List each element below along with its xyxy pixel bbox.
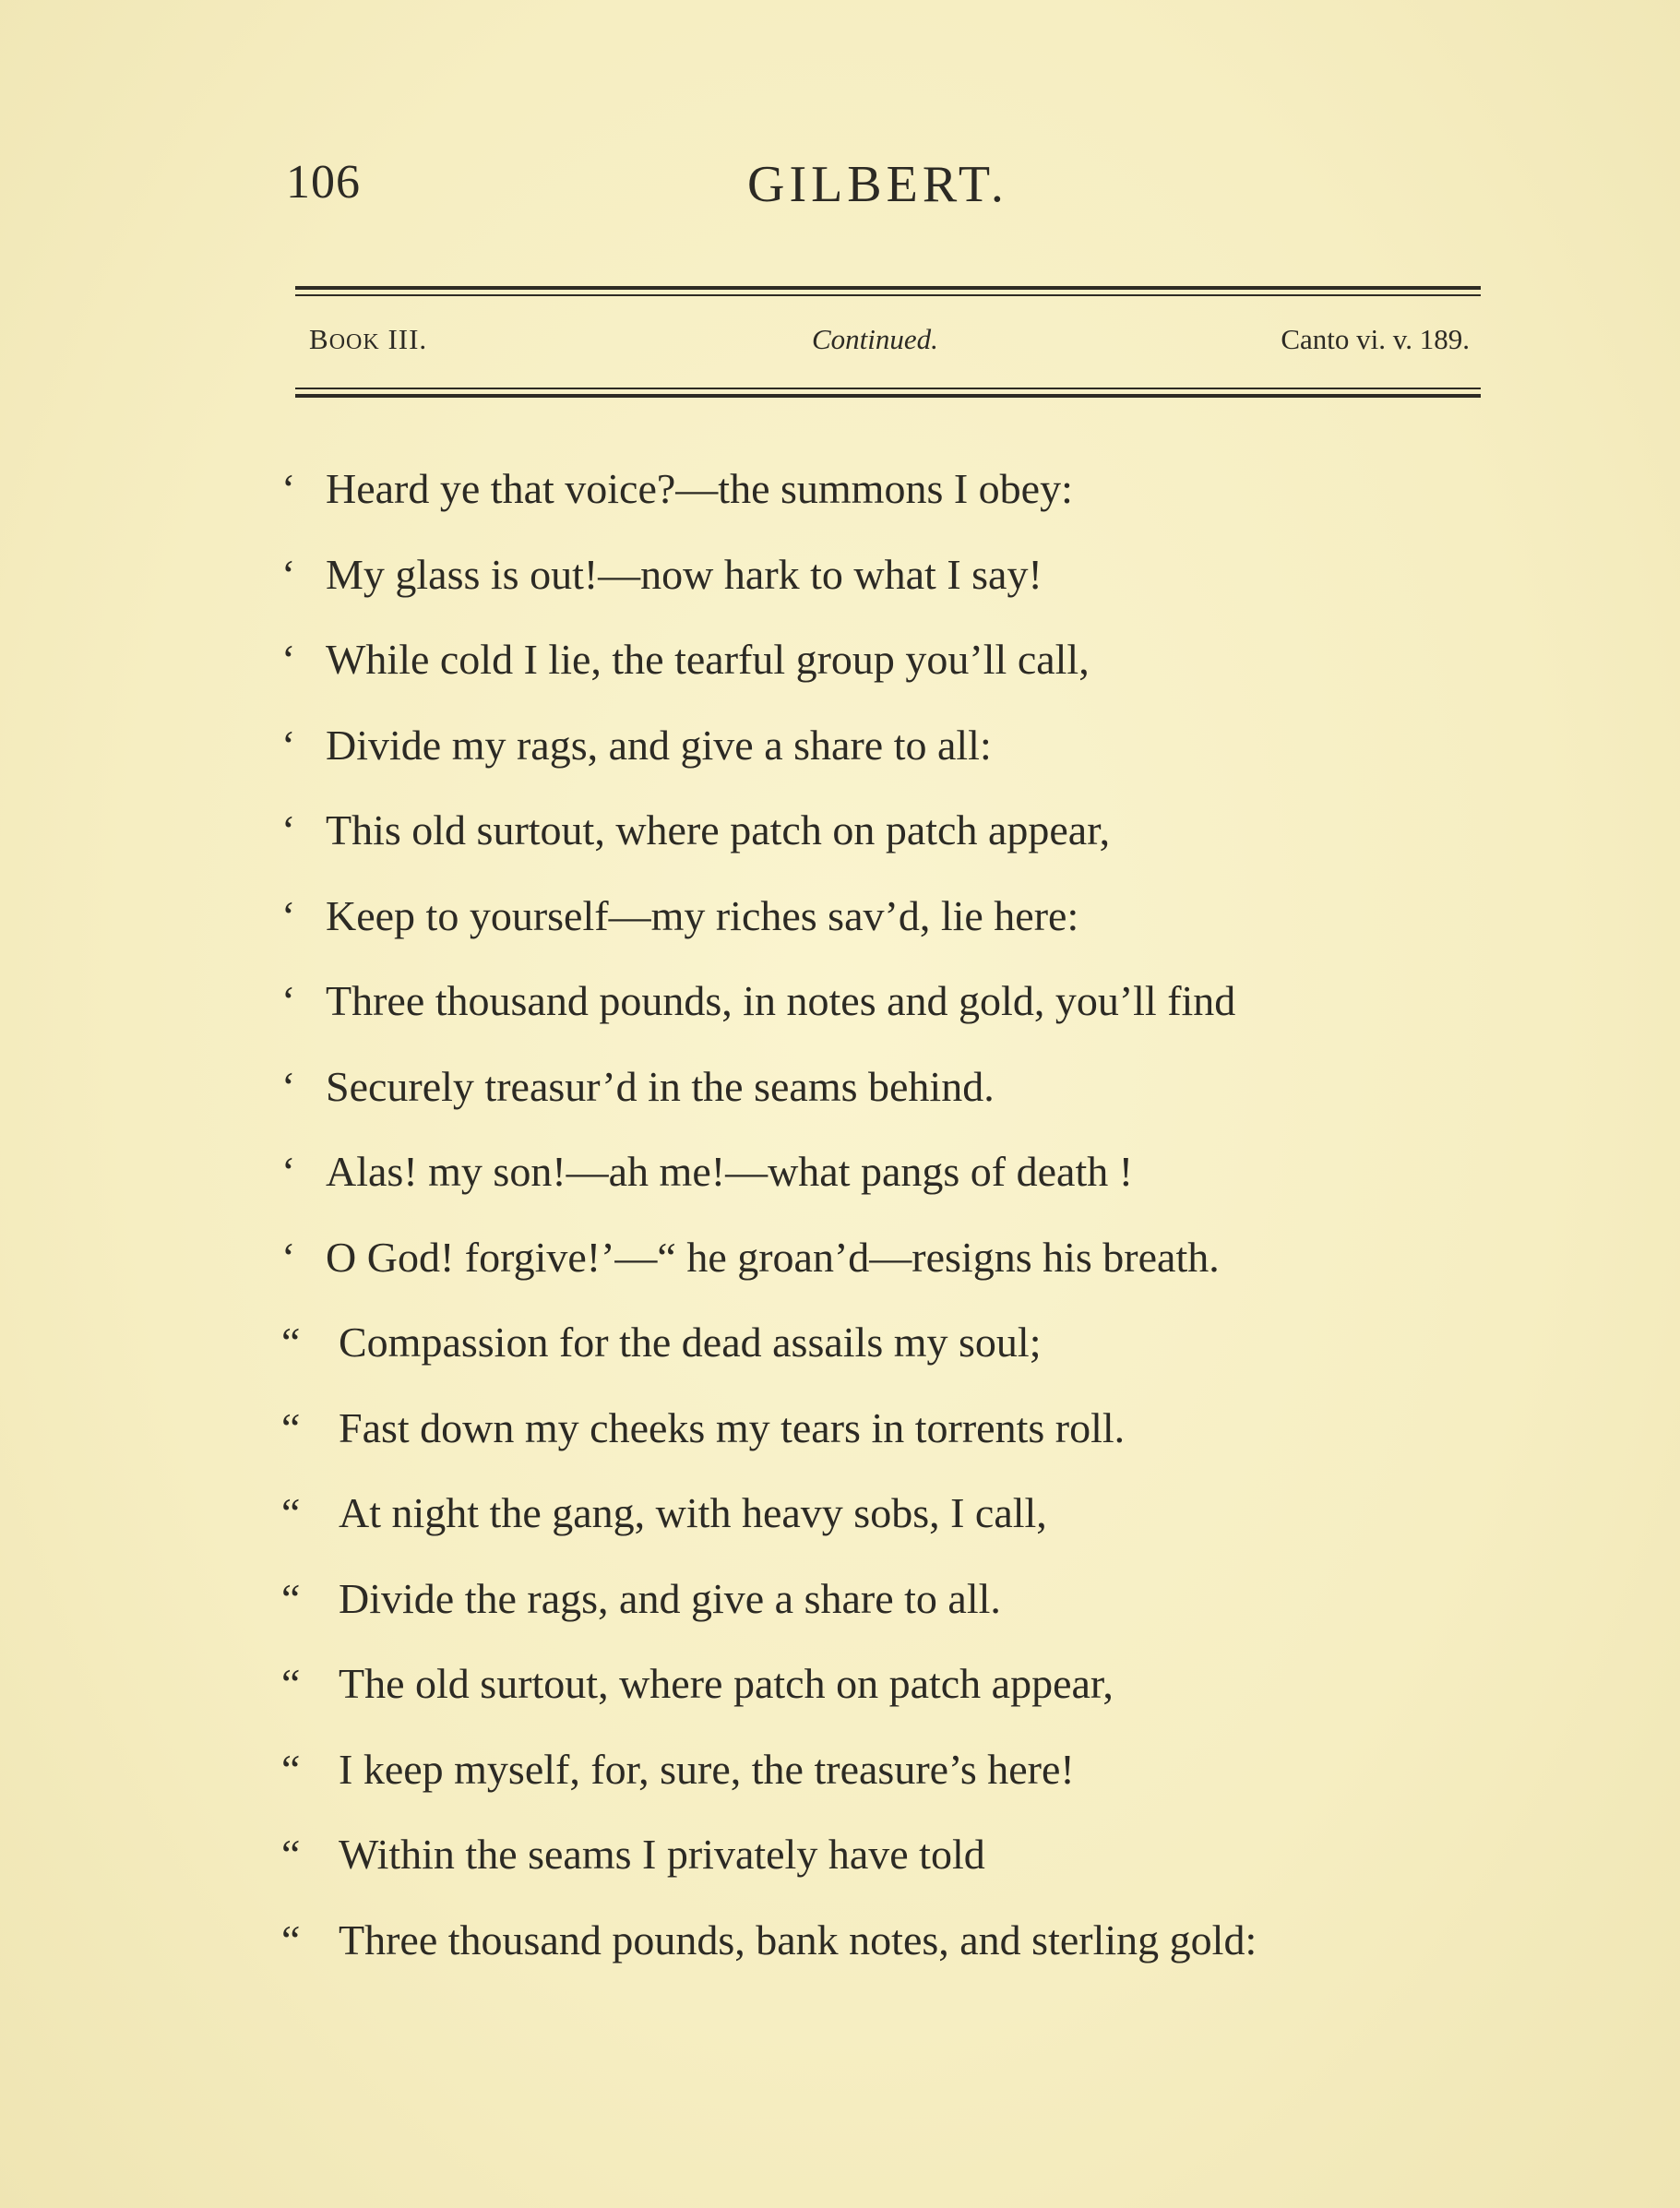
verse-quote-mark: ‘ [281,465,296,512]
verse-line [281,1144,1527,1230]
verse-text: O God! forgive!’—“ he groan’d—resigns his breath. [326,1233,1220,1281]
verse-line [281,1913,1527,1999]
verse-quote-mark: “ [281,1489,301,1536]
verse-line [281,547,1527,633]
verse-text: Securely treasur’d in the seams behind. [326,1062,995,1110]
verse-line [281,1571,1527,1657]
verse-quote-mark: ‘ [281,550,296,598]
verse-quote-mark: ‘ [281,806,296,853]
book-label-number: III. [379,323,428,355]
verse-line [281,1486,1527,1571]
verse-text: Divide my rags, and give a share to all: [326,721,992,769]
verse-quote-mark: “ [281,1831,301,1878]
rule-thin [295,388,1481,389]
verse-quote-mark: ‘ [281,721,296,769]
verse-quote-mark: “ [281,1574,301,1622]
section-heading [295,323,1481,369]
verse-text: Fast down my cheeks my tears in torrents roll. [339,1403,1126,1451]
verse-text: I keep myself, for, sure, the treasure’s here! [339,1745,1075,1793]
verse-quote-mark: “ [281,1319,301,1366]
verse-line [281,973,1527,1059]
verse-line [281,1742,1527,1828]
verse-quote-mark: “ [281,1916,301,1963]
verse-line [281,1827,1527,1913]
verse-text: Compassion for the dead assails my soul; [339,1319,1042,1366]
rule-thin [295,294,1481,296]
canto-reference: Canto vi. v. 189. [1281,323,1470,355]
book-label [309,323,427,356]
continued-label: Continued. [812,323,938,355]
verse-text: Within the seams I privately have told [339,1831,985,1878]
verse-line [281,1656,1527,1742]
verse-quote-mark: “ [281,1403,301,1451]
verse-text: The old surtout, where patch on patch appear, [339,1660,1114,1707]
rule-thick [295,394,1481,398]
verse-text: While cold I lie, the tearful group you’ll call, [326,636,1090,683]
rule-thick [295,286,1481,290]
verse-quote-mark: ‘ [281,1148,296,1195]
verse-quote-mark: ‘ [281,977,296,1024]
verse-line [281,1059,1527,1145]
book-label-initial: B [309,323,329,355]
verse-line [281,1315,1527,1401]
verse-block [281,461,1527,1998]
verse-text: This old surtout, where patch on patch appear, [326,806,1111,853]
verse-text: Divide the rags, and give a share to all. [339,1574,1001,1622]
verse-line [281,461,1527,547]
verse-text: Three thousand pounds, bank notes, and sterling gold: [339,1916,1257,1963]
verse-line [281,718,1527,804]
verse-line [281,632,1527,718]
verse-text: Keep to yourself—my riches sav’d, lie here: [326,891,1079,939]
verse-text: At night the gang, with heavy sobs, I call, [339,1489,1047,1536]
verse-quote-mark: ‘ [281,891,296,939]
book-label-smallcaps: OOK [328,330,380,354]
verse-line [281,889,1527,974]
verse-quote-mark: ‘ [281,1233,296,1281]
verse-text: My glass is out!—now hark to what I say! [326,550,1043,598]
verse-quote-mark: “ [281,1660,301,1707]
verse-quote-mark: ‘ [281,1062,296,1110]
verse-text: Alas! my son!—ah me!—what pangs of death ! [326,1148,1134,1195]
verse-line [281,1230,1527,1316]
verse-line [281,1401,1527,1486]
running-head [286,155,1485,220]
verse-text: Heard ye that voice?—the summons I obey: [326,465,1073,512]
bottom-double-rule [295,388,1481,398]
page-number: 106 [286,156,361,209]
verse-line [281,803,1527,889]
verse-quote-mark: “ [281,1745,301,1793]
running-title: GILBERT. [747,156,1008,213]
top-double-rule [295,286,1481,296]
verse-text: Three thousand pounds, in notes and gold, you’ll find [326,977,1236,1024]
verse-quote-mark: ‘ [281,636,296,683]
